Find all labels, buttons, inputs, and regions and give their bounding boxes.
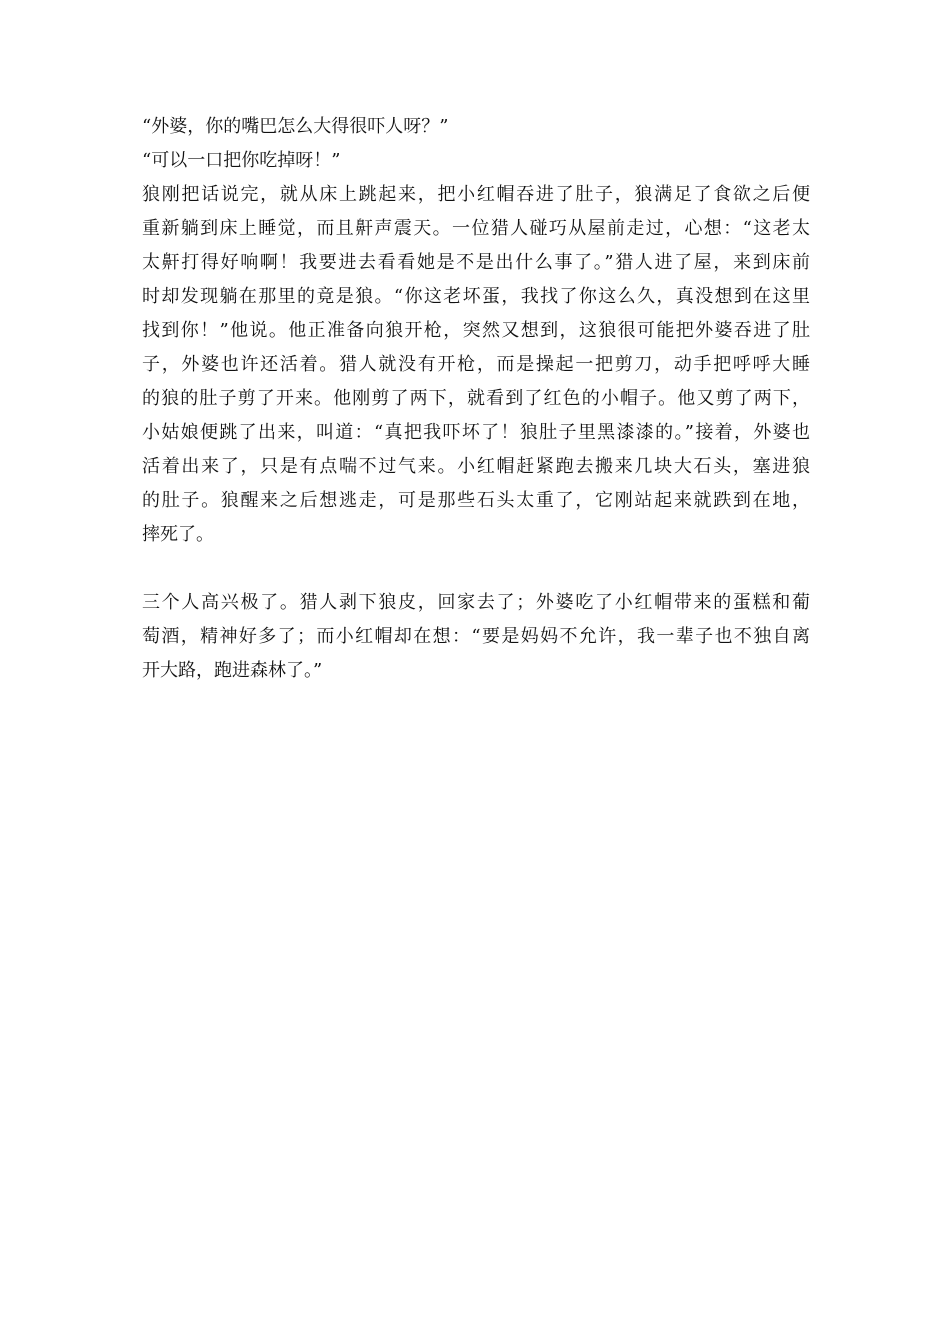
paragraph-1-line-5: 找到你！”他说。他正准备向狼开枪，突然又想到，这狼很可能把外婆吞进了肚: [142, 320, 810, 341]
paragraph-spacer: [142, 552, 810, 586]
paragraph-1-line-10: 的肚子。狼醒来之后想逃走，可是那些石头太重了，它刚站起来就跌到在地，: [142, 490, 810, 511]
story-text: [142, 110, 810, 688]
paragraph-2-line-2: 萄酒，精神好多了；而小红帽却在想：“要是妈妈不允许，我一辈子也不独自离: [142, 626, 810, 647]
paragraph-1-line-9: 活着出来了，只是有点喘不过气来。小红帽赶紧跑去搬来几块大石头，塞进狼: [142, 456, 810, 477]
paragraph-1-line-11: 摔死了。: [142, 524, 214, 545]
paragraph-1-line-1: 狼刚把话说完，就从床上跳起来，把小红帽吞进了肚子，狼满足了食欲之后便: [142, 184, 810, 205]
paragraph-1-line-6: 子，外婆也许还活着。猎人就没有开枪，而是操起一把剪刀，动手把呼呼大睡: [142, 354, 810, 375]
paragraph-1-line-7: 的狼的肚子剪了开来。他刚剪了两下，就看到了红色的小帽子。他又剪了两下，: [142, 388, 810, 409]
paragraph-1-line-2: 重新躺到床上睡觉，而且鼾声震天。一位猎人碰巧从屋前走过，心想：“这老太: [142, 218, 810, 239]
paragraph-1-line-8: 小姑娘便跳了出来，叫道：“真把我吓坏了！狼肚子里黑漆漆的。”接着，外婆也: [142, 422, 810, 443]
paragraph-1-line-4: 时却发现躺在那里的竟是狼。“你这老坏蛋，我找了你这么久，真没想到在这里: [142, 286, 810, 307]
dialogue-line-1: “外婆，你的嘴巴怎么大得很吓人呀？”: [142, 116, 449, 137]
dialogue-line-2: “可以一口把你吃掉呀！”: [142, 150, 341, 171]
paragraph-2-line-1: 三个人高兴极了。猎人剥下狼皮，回家去了；外婆吃了小红帽带来的蛋糕和葡: [142, 592, 810, 613]
paragraph-1-line-3: 太鼾打得好响啊！我要进去看看她是不是出什么事了。”猎人进了屋，来到床前: [142, 252, 810, 273]
paragraph-2-line-3: 开大路，跑进森林了。”: [142, 660, 323, 681]
